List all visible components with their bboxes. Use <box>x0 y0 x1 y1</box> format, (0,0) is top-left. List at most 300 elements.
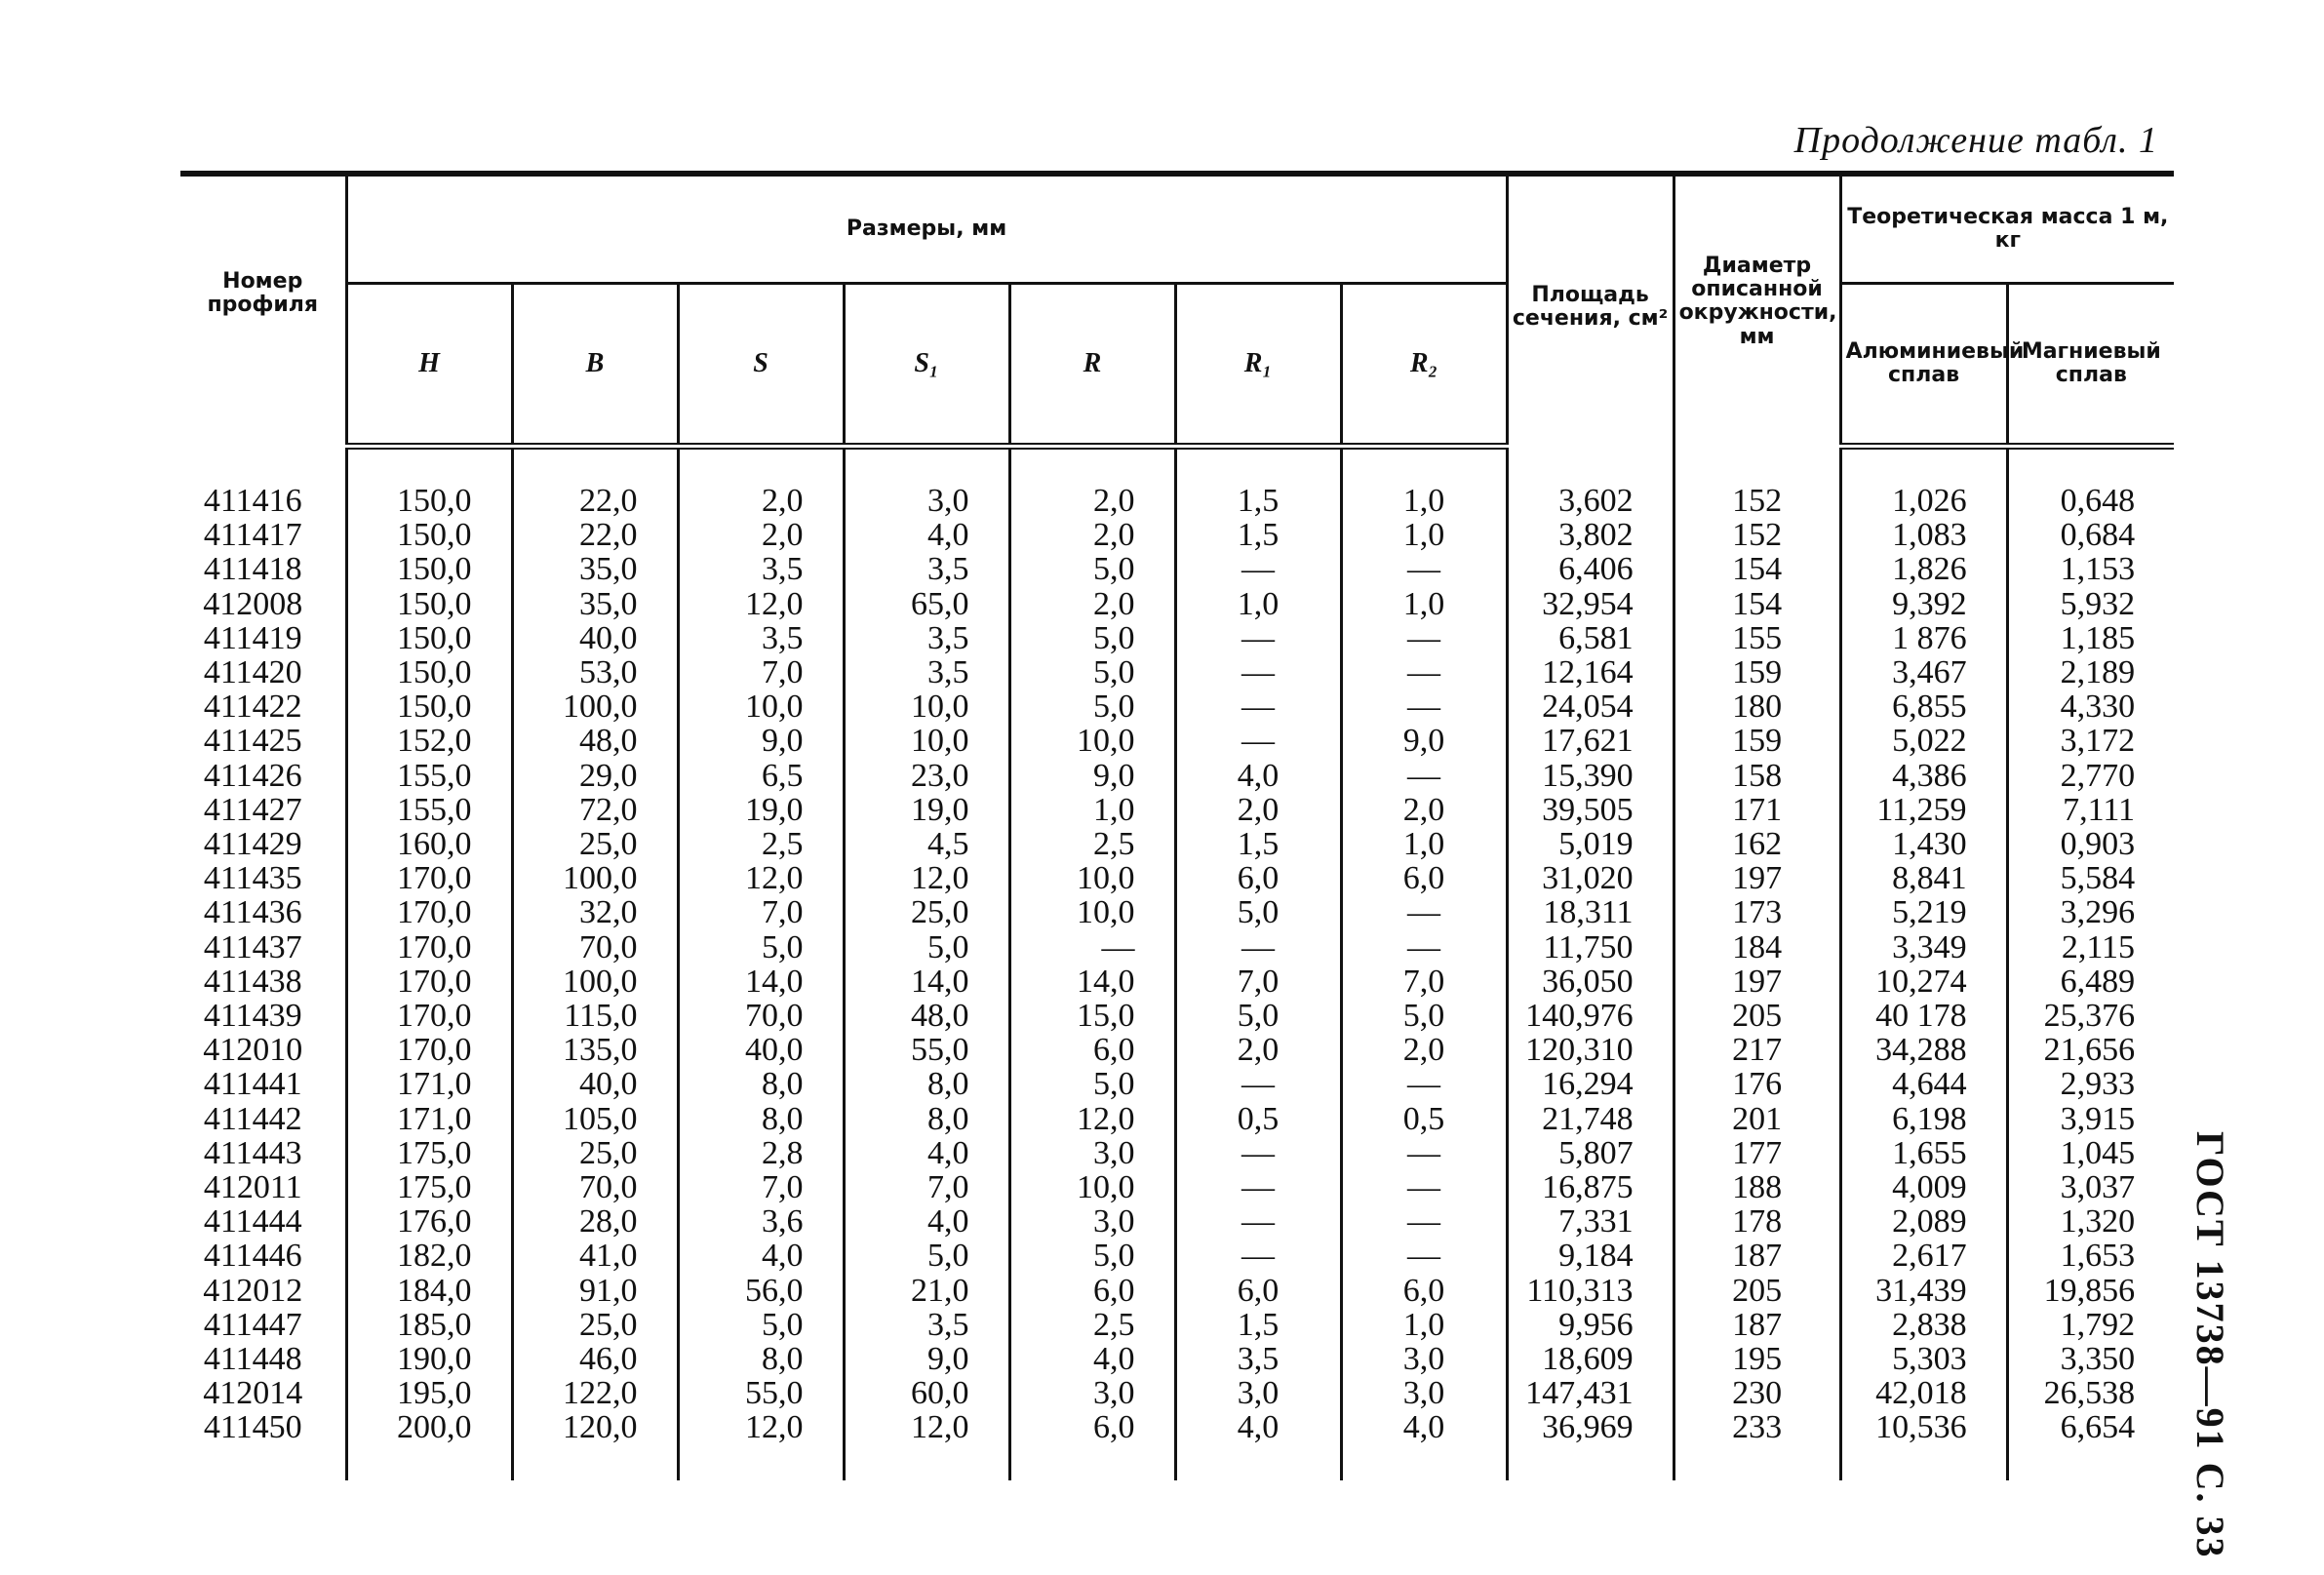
table-cell: 176 <box>1674 1067 1840 1101</box>
table-cell: 0,903 <box>2007 827 2174 861</box>
table-cell: 5,019 <box>1507 827 1674 861</box>
table-row <box>180 827 2174 861</box>
table-cell: 19,856 <box>2007 1274 2174 1308</box>
table-row <box>180 724 2174 758</box>
table-cell: 3,467 <box>1840 655 2007 689</box>
table-cell: 31,020 <box>1507 861 1674 895</box>
table-cell: 150,0 <box>346 484 512 518</box>
profile-number-cell: 411450 <box>203 1409 302 1446</box>
table-cell: 6,198 <box>1840 1102 2007 1136</box>
table-cell: 12,0 <box>678 587 844 621</box>
table-cell: 1,185 <box>2007 621 2174 655</box>
table-cell: 6,581 <box>1507 621 1674 655</box>
table-cell: 5,0 <box>1009 1067 1175 1101</box>
table-cell: 91,0 <box>512 1274 678 1308</box>
profile-number-cell: 411448 <box>203 1341 302 1378</box>
table-cell: 1,826 <box>1840 552 2007 586</box>
table-cell: 152 <box>1674 518 1840 552</box>
table-cell: 40,0 <box>512 1067 678 1101</box>
table-cell: 2,770 <box>2007 759 2174 793</box>
table-cell: 110,313 <box>1507 1274 1674 1308</box>
table-row <box>180 552 2174 586</box>
table-cell: 1,045 <box>2007 1136 2174 1170</box>
table-cell: 10,274 <box>1840 965 2007 999</box>
table-cell: 205 <box>1674 1274 1840 1308</box>
table-row <box>180 587 2174 621</box>
table-cell: 5,0 <box>844 1239 1009 1273</box>
table-cell: — <box>1009 930 1175 965</box>
table-row <box>180 1067 2174 1101</box>
table-cell: — <box>1175 930 1341 965</box>
table-cell: 48,0 <box>844 999 1009 1033</box>
table-cell: — <box>1341 689 1507 724</box>
table-cell: 55,0 <box>844 1033 1009 1067</box>
table-row <box>180 1342 2174 1376</box>
table-cell: 1,0 <box>1009 793 1175 827</box>
table-cell: 32,954 <box>1507 587 1674 621</box>
table-cell: 2,5 <box>678 827 844 861</box>
header-dimensions: Размеры, мм <box>346 174 1507 284</box>
table-cell: 197 <box>1674 965 1840 999</box>
table-cell: 184,0 <box>346 1274 512 1308</box>
table-row <box>180 861 2174 895</box>
table-cell: 11,750 <box>1507 930 1674 965</box>
table-cell: 12,0 <box>678 861 844 895</box>
table-row <box>180 1170 2174 1204</box>
table-cell: 7,0 <box>844 1170 1009 1204</box>
profile-number-cell: 412008 <box>203 585 303 622</box>
table-cell: 14,0 <box>1009 965 1175 999</box>
header-diameter: Диаметр описанной окружности, мм <box>1674 174 1840 447</box>
table-cell: 3,0 <box>1009 1376 1175 1410</box>
table-cell: 1,320 <box>2007 1204 2174 1239</box>
table-cell: — <box>1341 1204 1507 1239</box>
table-cell: 12,0 <box>678 1410 844 1444</box>
table-cell: 3,602 <box>1507 484 1674 518</box>
table-cell: — <box>1175 1204 1341 1239</box>
table-cell: 152,0 <box>346 724 512 758</box>
table-cell: 2,838 <box>1840 1308 2007 1342</box>
table-cell: 6,654 <box>2007 1410 2174 1444</box>
table-cell: 4,386 <box>1840 759 2007 793</box>
table-cell: 1,153 <box>2007 552 2174 586</box>
table-cell: 170,0 <box>346 895 512 929</box>
profile-number-cell: 411426 <box>203 757 302 794</box>
profile-number-cell: 411444 <box>203 1203 302 1240</box>
header-H: H <box>346 284 512 447</box>
table-cell: 1,5 <box>1175 827 1341 861</box>
profile-number-cell: 411436 <box>203 894 302 931</box>
table-cell: 26,538 <box>2007 1376 2174 1410</box>
profile-number-cell: 411422 <box>203 689 302 726</box>
table-row <box>180 1204 2174 1239</box>
table-cell: 150,0 <box>346 518 512 552</box>
table-cell: 2,0 <box>1341 793 1507 827</box>
table-cell: 0,5 <box>1175 1102 1341 1136</box>
table-cell: 1 876 <box>1840 621 2007 655</box>
table-cell: 1,0 <box>1341 1308 1507 1342</box>
table-cell: 1,083 <box>1840 518 2007 552</box>
table-cell: 7,0 <box>1175 965 1341 999</box>
table-cell: 6,0 <box>1009 1410 1175 1444</box>
table-cell: 3,349 <box>1840 930 2007 965</box>
table-cell: 56,0 <box>678 1274 844 1308</box>
table-cell: — <box>1341 655 1507 689</box>
table-cell: 176,0 <box>346 1204 512 1239</box>
table-cell: 171,0 <box>346 1067 512 1101</box>
table-cell: 8,0 <box>678 1102 844 1136</box>
table-cell: 6,0 <box>1175 861 1341 895</box>
profile-number-cell: 411419 <box>203 619 302 656</box>
table-body <box>180 447 2174 1480</box>
table-cell: 3,0 <box>1009 1136 1175 1170</box>
table-cell: 2,0 <box>1341 1033 1507 1067</box>
table-cell: 5,0 <box>1009 655 1175 689</box>
table-cell: 100,0 <box>512 965 678 999</box>
table-row <box>180 759 2174 793</box>
profile-number-cell: 411442 <box>203 1100 302 1137</box>
table-cell: 4,0 <box>844 1204 1009 1239</box>
table-cell: 8,0 <box>678 1067 844 1101</box>
table-cell: 105,0 <box>512 1102 678 1136</box>
table-cell: 120,0 <box>512 1410 678 1444</box>
table-cell: 5,584 <box>2007 861 2174 895</box>
table-cell: — <box>1341 621 1507 655</box>
table-cell: 55,0 <box>678 1376 844 1410</box>
table-cell: 32,0 <box>512 895 678 929</box>
table-cell: 4,0 <box>678 1239 844 1273</box>
table-cell: 21,748 <box>1507 1102 1674 1136</box>
table-cell: 177 <box>1674 1136 1840 1170</box>
table-cell: 170,0 <box>346 861 512 895</box>
table-cell: 4,5 <box>844 827 1009 861</box>
table-row <box>180 1274 2174 1308</box>
table-cell: — <box>1341 552 1507 586</box>
table-cell: 3,172 <box>2007 724 2174 758</box>
table-cell: 1,5 <box>1175 484 1341 518</box>
table-cell: 205 <box>1674 999 1840 1033</box>
profile-number-cell: 411417 <box>203 517 302 554</box>
standard-page-label: ГОСТ 13738—91 С. 33 <box>2188 1131 2232 1559</box>
table-cell: 0,5 <box>1341 1102 1507 1136</box>
table-cell: 6,855 <box>1840 689 2007 724</box>
table-cell: 10,536 <box>1840 1410 2007 1444</box>
table-cell: 2,5 <box>1009 1308 1175 1342</box>
table-cell: 155 <box>1674 621 1840 655</box>
table-cell: 2,5 <box>1009 827 1175 861</box>
table-cell: 155,0 <box>346 793 512 827</box>
table-cell: 1,0 <box>1175 587 1341 621</box>
table-cell: 6,406 <box>1507 552 1674 586</box>
table-cell: 10,0 <box>1009 861 1175 895</box>
table-cell: 162 <box>1674 827 1840 861</box>
table-cell: 190,0 <box>346 1342 512 1376</box>
table-cell: 4,009 <box>1840 1170 2007 1204</box>
table-cell: — <box>1341 759 1507 793</box>
table-cell: 5,219 <box>1840 895 2007 929</box>
table-cell: 1,653 <box>2007 1239 2174 1273</box>
table-cell: 3,350 <box>2007 1342 2174 1376</box>
table-cell: 35,0 <box>512 552 678 586</box>
table-cell: 53,0 <box>512 655 678 689</box>
table-cell: 3,6 <box>678 1204 844 1239</box>
table-cell: 8,841 <box>1840 861 2007 895</box>
profile-number-cell: 411446 <box>203 1238 302 1275</box>
table-cell: — <box>1175 552 1341 586</box>
table-cell: — <box>1175 1239 1341 1273</box>
table-cell: 8,0 <box>844 1067 1009 1101</box>
table-cell: — <box>1341 1067 1507 1101</box>
table-cell: 2,0 <box>1009 518 1175 552</box>
table-row <box>180 1102 2174 1136</box>
table-cell: 195 <box>1674 1342 1840 1376</box>
table-row <box>180 1376 2174 1410</box>
table-cell: 70,0 <box>512 1170 678 1204</box>
profile-number-cell: 411416 <box>203 483 302 519</box>
table-cell: 9,0 <box>844 1342 1009 1376</box>
table-cell: 217 <box>1674 1033 1840 1067</box>
profile-number-cell: 411435 <box>203 860 302 897</box>
table-cell: 150,0 <box>346 552 512 586</box>
table-cell: 6,489 <box>2007 965 2174 999</box>
table-cell: — <box>1341 1170 1507 1204</box>
table-cell: 2,115 <box>2007 930 2174 965</box>
table-cell: 4,0 <box>1175 1410 1341 1444</box>
table-cell: 40 178 <box>1840 999 2007 1033</box>
table-cell: 154 <box>1674 552 1840 586</box>
table-cell: 200,0 <box>346 1410 512 1444</box>
table-cell: 9,0 <box>1341 724 1507 758</box>
table-cell: 154 <box>1674 587 1840 621</box>
table-cell: 5,0 <box>678 1308 844 1342</box>
table-cell: 28,0 <box>512 1204 678 1239</box>
table-cell: 178 <box>1674 1204 1840 1239</box>
table-cell: 2,089 <box>1840 1204 2007 1239</box>
table-row <box>180 895 2174 929</box>
table-cell: 4,644 <box>1840 1067 2007 1101</box>
table-cell: 3,0 <box>1341 1376 1507 1410</box>
table-row <box>180 484 2174 518</box>
table-cell: 3,0 <box>844 484 1009 518</box>
table-cell: 48,0 <box>512 724 678 758</box>
table-cell: 10,0 <box>1009 895 1175 929</box>
table-cell: — <box>1341 1239 1507 1273</box>
table-cell: 173 <box>1674 895 1840 929</box>
table-cell: 3,915 <box>2007 1102 2174 1136</box>
table-row <box>180 930 2174 965</box>
table-cell: 6,0 <box>1175 1274 1341 1308</box>
profile-number-cell: 411438 <box>203 963 302 1000</box>
table-cell: 1,0 <box>1341 484 1507 518</box>
table-cell: 18,609 <box>1507 1342 1674 1376</box>
table-cell: 42,018 <box>1840 1376 2007 1410</box>
table-cell: 170,0 <box>346 965 512 999</box>
table-cell: 70,0 <box>512 930 678 965</box>
table-cell: 3,0 <box>1175 1376 1341 1410</box>
table-cell: 184 <box>1674 930 1840 965</box>
profile-number-cell: 411441 <box>203 1066 302 1103</box>
table-cell: 35,0 <box>512 587 678 621</box>
table-cell: 6,0 <box>1341 861 1507 895</box>
table-cell: 100,0 <box>512 689 678 724</box>
table-cell: 16,875 <box>1507 1170 1674 1204</box>
table-cell: 3,5 <box>678 552 844 586</box>
table-cell: 2,617 <box>1840 1239 2007 1273</box>
table-row <box>180 999 2174 1033</box>
table-cell: 3,5 <box>844 1308 1009 1342</box>
table-cell: 2,0 <box>678 518 844 552</box>
table-cell: 175,0 <box>346 1136 512 1170</box>
table-cell: 5,0 <box>1009 552 1175 586</box>
table-cell: 5,0 <box>1175 895 1341 929</box>
table-cell: 21,656 <box>2007 1033 2174 1067</box>
table-cell: — <box>1175 1136 1341 1170</box>
table-cell: 65,0 <box>844 587 1009 621</box>
table-cell: 36,969 <box>1507 1410 1674 1444</box>
table-cell: 115,0 <box>512 999 678 1033</box>
table-cell: 39,505 <box>1507 793 1674 827</box>
table-cell: 25,0 <box>512 827 678 861</box>
table-cell: 5,0 <box>678 930 844 965</box>
profile-number-cell: 411443 <box>203 1134 302 1171</box>
table-cell: 159 <box>1674 724 1840 758</box>
header-R1: R₁ <box>1175 284 1341 447</box>
table-cell: 4,0 <box>844 1136 1009 1170</box>
table-row <box>180 621 2174 655</box>
table-row <box>180 793 2174 827</box>
table-cell: 4,0 <box>1175 759 1341 793</box>
table-cell: 15,0 <box>1009 999 1175 1033</box>
table-cell: 3,037 <box>2007 1170 2174 1204</box>
profile-number-cell: 411427 <box>203 791 302 828</box>
table-cell: 195,0 <box>346 1376 512 1410</box>
table-cell: 25,376 <box>2007 999 2174 1033</box>
table-cell: 5,0 <box>1175 999 1341 1033</box>
table-cell: 233 <box>1674 1410 1840 1444</box>
table-cell: 2,0 <box>1009 587 1175 621</box>
table-cell: 7,0 <box>678 655 844 689</box>
table-cell: 4,0 <box>844 518 1009 552</box>
table-cell: 170,0 <box>346 1033 512 1067</box>
header-R2: R₂ <box>1341 284 1507 447</box>
table-cell: 120,310 <box>1507 1033 1674 1067</box>
table-cell: 1,655 <box>1840 1136 2007 1170</box>
profile-number-cell: 411418 <box>203 551 302 588</box>
table-cell: 187 <box>1674 1308 1840 1342</box>
profile-number-cell: 411439 <box>203 998 302 1035</box>
table-cell: 3,5 <box>678 621 844 655</box>
table-cell: 34,288 <box>1840 1033 2007 1067</box>
table-cell: 160,0 <box>346 827 512 861</box>
table-cell: 150,0 <box>346 689 512 724</box>
profile-number-cell: 411437 <box>203 928 302 965</box>
table-cell: 2,8 <box>678 1136 844 1170</box>
table-cell: 5,807 <box>1507 1136 1674 1170</box>
table-cell: 5,0 <box>1341 999 1507 1033</box>
table-cell: 3,5 <box>844 621 1009 655</box>
table-cell: 25,0 <box>844 895 1009 929</box>
table-row <box>180 1410 2174 1444</box>
table-cell: 9,956 <box>1507 1308 1674 1342</box>
table-cell: 12,0 <box>844 861 1009 895</box>
table-cell: 185,0 <box>346 1308 512 1342</box>
table-cell: 9,184 <box>1507 1239 1674 1273</box>
table-cell: 5,0 <box>1009 621 1175 655</box>
table-cell: 197 <box>1674 861 1840 895</box>
table-cell: 25,0 <box>512 1136 678 1170</box>
table-cell: 187 <box>1674 1239 1840 1273</box>
table-cell: 10,0 <box>678 689 844 724</box>
table-cell: 1,0 <box>1341 827 1507 861</box>
table-cell: 2,0 <box>1175 1033 1341 1067</box>
table-row <box>180 1136 2174 1170</box>
table-cell: 40,0 <box>678 1033 844 1067</box>
table-cell: 10,0 <box>844 724 1009 758</box>
table-cell: 6,0 <box>1009 1033 1175 1067</box>
table-cell: 175,0 <box>346 1170 512 1204</box>
table-cell: 41,0 <box>512 1239 678 1273</box>
profile-number-cell: 412010 <box>203 1032 303 1069</box>
table-cell: — <box>1175 655 1341 689</box>
table-cell: — <box>1341 930 1507 965</box>
table-cell: 10,0 <box>844 689 1009 724</box>
table-cell: 147,431 <box>1507 1376 1674 1410</box>
table-cell: 3,5 <box>844 552 1009 586</box>
table-cell: 4,330 <box>2007 689 2174 724</box>
table-cell: 5,022 <box>1840 724 2007 758</box>
table-cell: 72,0 <box>512 793 678 827</box>
header-magnesium: Магниевый сплав <box>2007 284 2174 447</box>
table-cell: 3,5 <box>844 655 1009 689</box>
table-cell: 2,0 <box>1175 793 1341 827</box>
table-cell: 40,0 <box>512 621 678 655</box>
table-cell: 100,0 <box>512 861 678 895</box>
table-cell: 170,0 <box>346 999 512 1033</box>
profile-number-cell: 412012 <box>203 1272 303 1309</box>
table-row <box>180 965 2174 999</box>
header-mass: Теоретическая масса 1 м, кг <box>1840 174 2174 284</box>
table-cell: 0,648 <box>2007 484 2174 518</box>
table-cell: 140,976 <box>1507 999 1674 1033</box>
table-cell: 10,0 <box>1009 1170 1175 1204</box>
table-cell: 1,430 <box>1840 827 2007 861</box>
table-cell: 25,0 <box>512 1308 678 1342</box>
header-R: R <box>1009 284 1175 447</box>
table-cell: 3,802 <box>1507 518 1674 552</box>
table-cell: 150,0 <box>346 655 512 689</box>
table-cell: — <box>1175 1170 1341 1204</box>
table-cell: 0,684 <box>2007 518 2174 552</box>
table-cell: 29,0 <box>512 759 678 793</box>
table-cell: 1,5 <box>1175 1308 1341 1342</box>
table-cell: — <box>1175 724 1341 758</box>
table-cell: 22,0 <box>512 518 678 552</box>
table-cell: 19,0 <box>844 793 1009 827</box>
table-cell: 18,311 <box>1507 895 1674 929</box>
table-cell: 150,0 <box>346 621 512 655</box>
profile-number-cell: 412011 <box>203 1169 302 1206</box>
table-row <box>180 1239 2174 1273</box>
table-row <box>180 655 2174 689</box>
table-cell: 152 <box>1674 484 1840 518</box>
table-cell: 12,0 <box>1009 1102 1175 1136</box>
table-cell: 19,0 <box>678 793 844 827</box>
table-cell: 6,5 <box>678 759 844 793</box>
table-cell: 36,050 <box>1507 965 1674 999</box>
table-cell: 182,0 <box>346 1239 512 1273</box>
table-cell: 1,792 <box>2007 1308 2174 1342</box>
table-cell: 12,0 <box>844 1410 1009 1444</box>
